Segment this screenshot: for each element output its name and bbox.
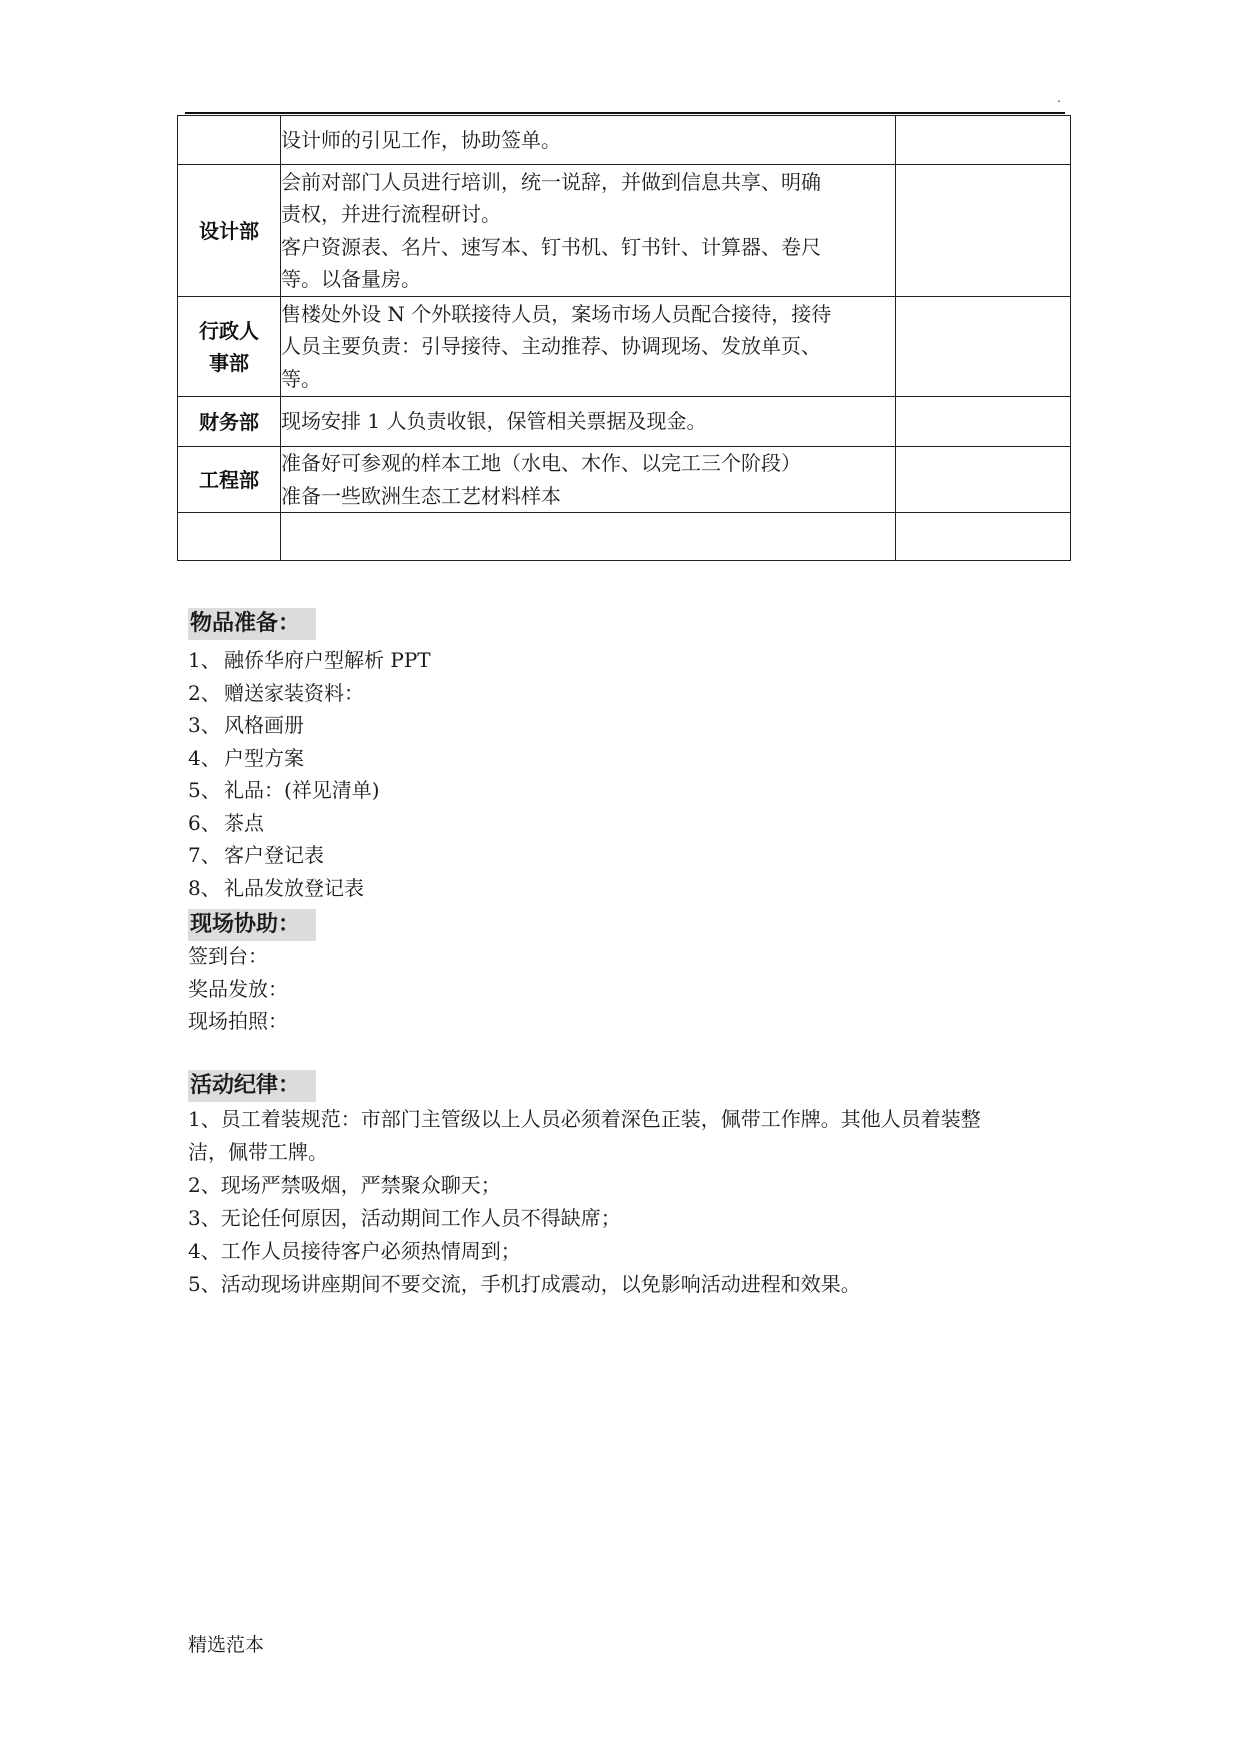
list-item-text: 赠送家装资料： — [224, 680, 364, 705]
discipline-line: 1、员工着装规范：市部门主管级以上人员必须着深色正装，佩带工作牌。其他人员着装整 — [188, 1107, 981, 1131]
onsite-item: 奖品发放： — [188, 976, 288, 1001]
onsite-list — [188, 940, 1068, 1038]
list-item — [188, 742, 1068, 775]
discipline-title: 活动纪律： — [188, 1070, 316, 1102]
duty-line: 人员主要负责：引导接待、主动推荐、协调现场、发放单页、 — [281, 334, 821, 359]
duty-line: 责权，并进行流程研讨。 — [281, 202, 501, 226]
list-item-text: 风格画册 — [224, 713, 304, 737]
list-item-number: 1、 — [188, 648, 221, 672]
list-item-number: 4、 — [188, 745, 221, 770]
list-item — [188, 807, 1068, 840]
department-note — [896, 397, 1071, 447]
department-note — [896, 165, 1071, 297]
department-duties — [281, 397, 896, 447]
onsite-section — [188, 909, 1068, 1038]
list-item-text: 户型方案 — [224, 745, 304, 770]
list-item-number: 6、 — [188, 810, 221, 835]
list-item-text: 茶点 — [224, 810, 264, 835]
department-duties — [281, 513, 896, 561]
list-item — [188, 872, 1068, 905]
footer-text: 精选范本 — [188, 1634, 265, 1656]
duty-line: 设计师的引见工作，协助签单。 — [281, 127, 561, 152]
duty-line: 售楼处外设 N 个外联接待人员，案场市场人员配合接待，接待 — [281, 301, 832, 326]
list-item — [188, 677, 1068, 710]
table-row — [178, 447, 1071, 513]
department-note — [896, 116, 1071, 165]
list-item-number: 3、 — [188, 713, 221, 737]
discipline-line: 洁，佩带工牌。 — [188, 1140, 328, 1164]
department-duties — [281, 297, 896, 397]
department-name: 设计部 — [178, 165, 281, 297]
duty-line: 客户资源表、名片、速写本、钉书机、钉书针、计算器、卷尺 — [281, 234, 821, 259]
list-item-number: 8、 — [188, 875, 221, 900]
discipline-line: 4、工作人员接待客户必须热情周到； — [188, 1239, 521, 1263]
list-item — [188, 839, 1068, 872]
table-row — [178, 397, 1071, 447]
supplies-section — [188, 608, 1068, 904]
onsite-item: 现场拍照： — [188, 1009, 288, 1033]
table-row — [178, 297, 1071, 397]
onsite-title: 现场协助： — [188, 909, 316, 941]
discipline-line: 3、无论任何原因，活动期间工作人员不得缺席； — [188, 1206, 621, 1230]
header-rule — [185, 112, 1065, 114]
list-item-text: 礼品发放登记表 — [224, 875, 364, 900]
department-name — [178, 513, 281, 561]
discipline-section — [188, 1070, 1068, 1301]
department-note — [896, 297, 1071, 397]
department-duties — [281, 116, 896, 165]
department-duties — [281, 447, 896, 513]
discipline-list — [188, 1103, 1068, 1301]
duty-line: 准备一些欧洲生态工艺材料样本 — [281, 483, 561, 508]
duty-line: 现场安排 1 人负责收银，保管相关票据及现金。 — [281, 409, 707, 434]
duty-line: 会前对部门人员进行培训，统一说辞，并做到信息共享、明确 — [281, 169, 821, 194]
list-item-text: 融侨华府户型解析 PPT — [224, 648, 431, 672]
department-duties — [281, 165, 896, 297]
list-item-text: 礼品：(祥见清单) — [224, 778, 380, 802]
supplies-list — [188, 644, 1068, 904]
department-note — [896, 513, 1071, 561]
department-name: 财务部 — [178, 397, 281, 447]
header-mark: . — [1057, 91, 1061, 105]
duty-line: 等。以备量房。 — [281, 267, 421, 291]
list-item-text: 客户登记表 — [224, 843, 324, 867]
department-note — [896, 447, 1071, 513]
table-row — [178, 513, 1071, 561]
department-name — [178, 116, 281, 165]
list-item-number: 7、 — [188, 843, 221, 867]
table-row — [178, 116, 1071, 165]
list-item-number: 2、 — [188, 680, 221, 705]
list-item — [188, 774, 1068, 807]
duty-line: 等。 — [281, 366, 321, 391]
onsite-item: 签到台： — [188, 944, 268, 968]
department-table — [177, 115, 1071, 561]
department-name: 行政人 事部 — [178, 297, 281, 397]
supplies-title: 物品准备： — [188, 608, 316, 640]
table-row — [178, 165, 1071, 297]
discipline-line: 2、现场严禁吸烟，严禁聚众聊天； — [188, 1173, 501, 1197]
duty-line: 准备好可参观的样本工地（水电、木作、以完工三个阶段） — [281, 451, 801, 475]
department-name: 工程部 — [178, 447, 281, 513]
list-item — [188, 709, 1068, 742]
discipline-line: 5、活动现场讲座期间不要交流，手机打成震动，以免影响活动进程和效果。 — [188, 1272, 861, 1296]
list-item-number: 5、 — [188, 778, 221, 802]
list-item — [188, 644, 1068, 677]
